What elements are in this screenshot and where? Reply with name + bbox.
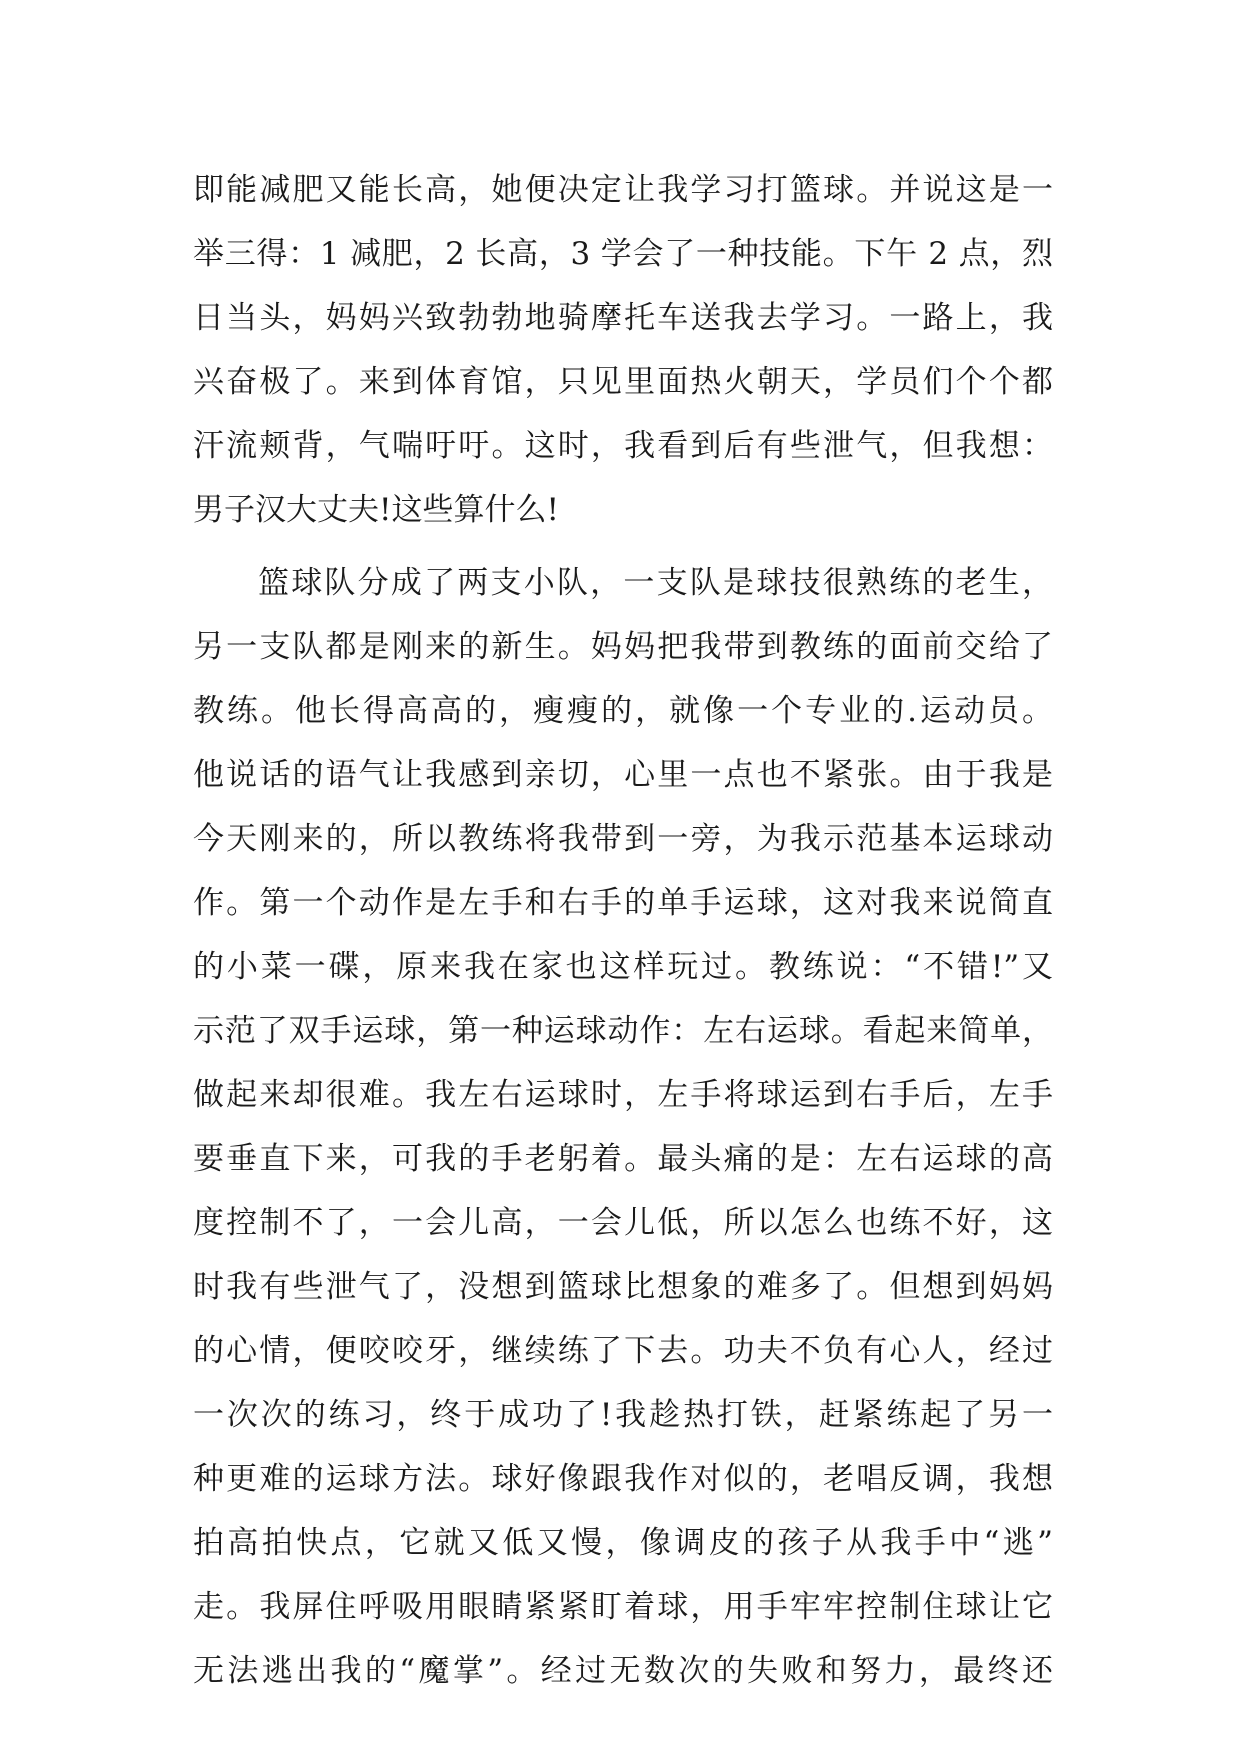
text-line: 要垂直下来，可我的手老躬着。最头痛的是：左右运球的高 [193, 1141, 1053, 1177]
text-line: 汗流颊背，气喘吁吁。这时，我看到后有些泄气，但我想： [193, 428, 1053, 464]
paragraph-gap [193, 542, 1053, 551]
text-line: 作。第一个动作是左手和右手的单手运球，这对我来说简直 [193, 885, 1053, 921]
text-line: 拍高拍快点，它就又低又慢，像调皮的孩子从我手中“逃” [193, 1525, 1053, 1561]
text-line: 他说话的语气让我感到亲切，心里一点也不紧张。由于我是 [193, 757, 1053, 793]
text-line: 一次次的练习，终于成功了!我趁热打铁，赶紧练起了另一 [193, 1397, 1053, 1433]
text-line: 篮球队分成了两支小队，一支队是球技很熟练的老生， [258, 565, 1053, 601]
paragraph-1 [193, 158, 1053, 542]
text-line: 教练。他长得高高的，瘦瘦的，就像一个专业的.运动员。 [193, 693, 1053, 729]
text-line: 无法逃出我的“魔掌”。经过无数次的失败和努力，最终还 [193, 1653, 1053, 1689]
text-line: 做起来却很难。我左右运球时，左手将球运到右手后，左手 [193, 1077, 1053, 1113]
text-line: 示范了双手运球，第一种运球动作：左右运球。看起来简单， [193, 1013, 1053, 1049]
text-line: 即能减肥又能长高，她便决定让我学习打篮球。并说这是一 [193, 172, 1053, 208]
text-line: 的小菜一碟，原来我在家也这样玩过。教练说：“不错!”又 [193, 949, 1053, 985]
text-line: 种更难的运球方法。球好像跟我作对似的，老唱反调，我想 [193, 1461, 1053, 1497]
text-line: 时我有些泄气了，没想到篮球比想象的难多了。但想到妈妈 [193, 1269, 1053, 1305]
text-line: 另一支队都是刚来的新生。妈妈把我带到教练的面前交给了 [193, 629, 1053, 665]
text-line: 今天刚来的，所以教练将我带到一旁，为我示范基本运球动 [193, 821, 1053, 857]
text-line: 男子汉大丈夫!这些算什么! [193, 492, 559, 528]
paragraph-2 [193, 551, 1053, 1703]
text-line: 度控制不了，一会儿高，一会儿低，所以怎么也练不好，这 [193, 1205, 1053, 1241]
text-line: 的心情，便咬咬牙，继续练了下去。功夫不负有心人，经过 [193, 1333, 1053, 1369]
text-column [193, 158, 1053, 1703]
text-line: 日当头，妈妈兴致勃勃地骑摩托车送我去学习。一路上，我 [193, 300, 1053, 336]
text-line: 兴奋极了。来到体育馆，只见里面热火朝天，学员们个个都 [193, 364, 1053, 400]
text-line: 走。我屏住呼吸用眼睛紧紧盯着球，用手牢牢控制住球让它 [193, 1589, 1053, 1625]
text-line: 举三得：1 减肥，2 长高，3 学会了一种技能。下午 2 点，烈 [193, 236, 1053, 272]
